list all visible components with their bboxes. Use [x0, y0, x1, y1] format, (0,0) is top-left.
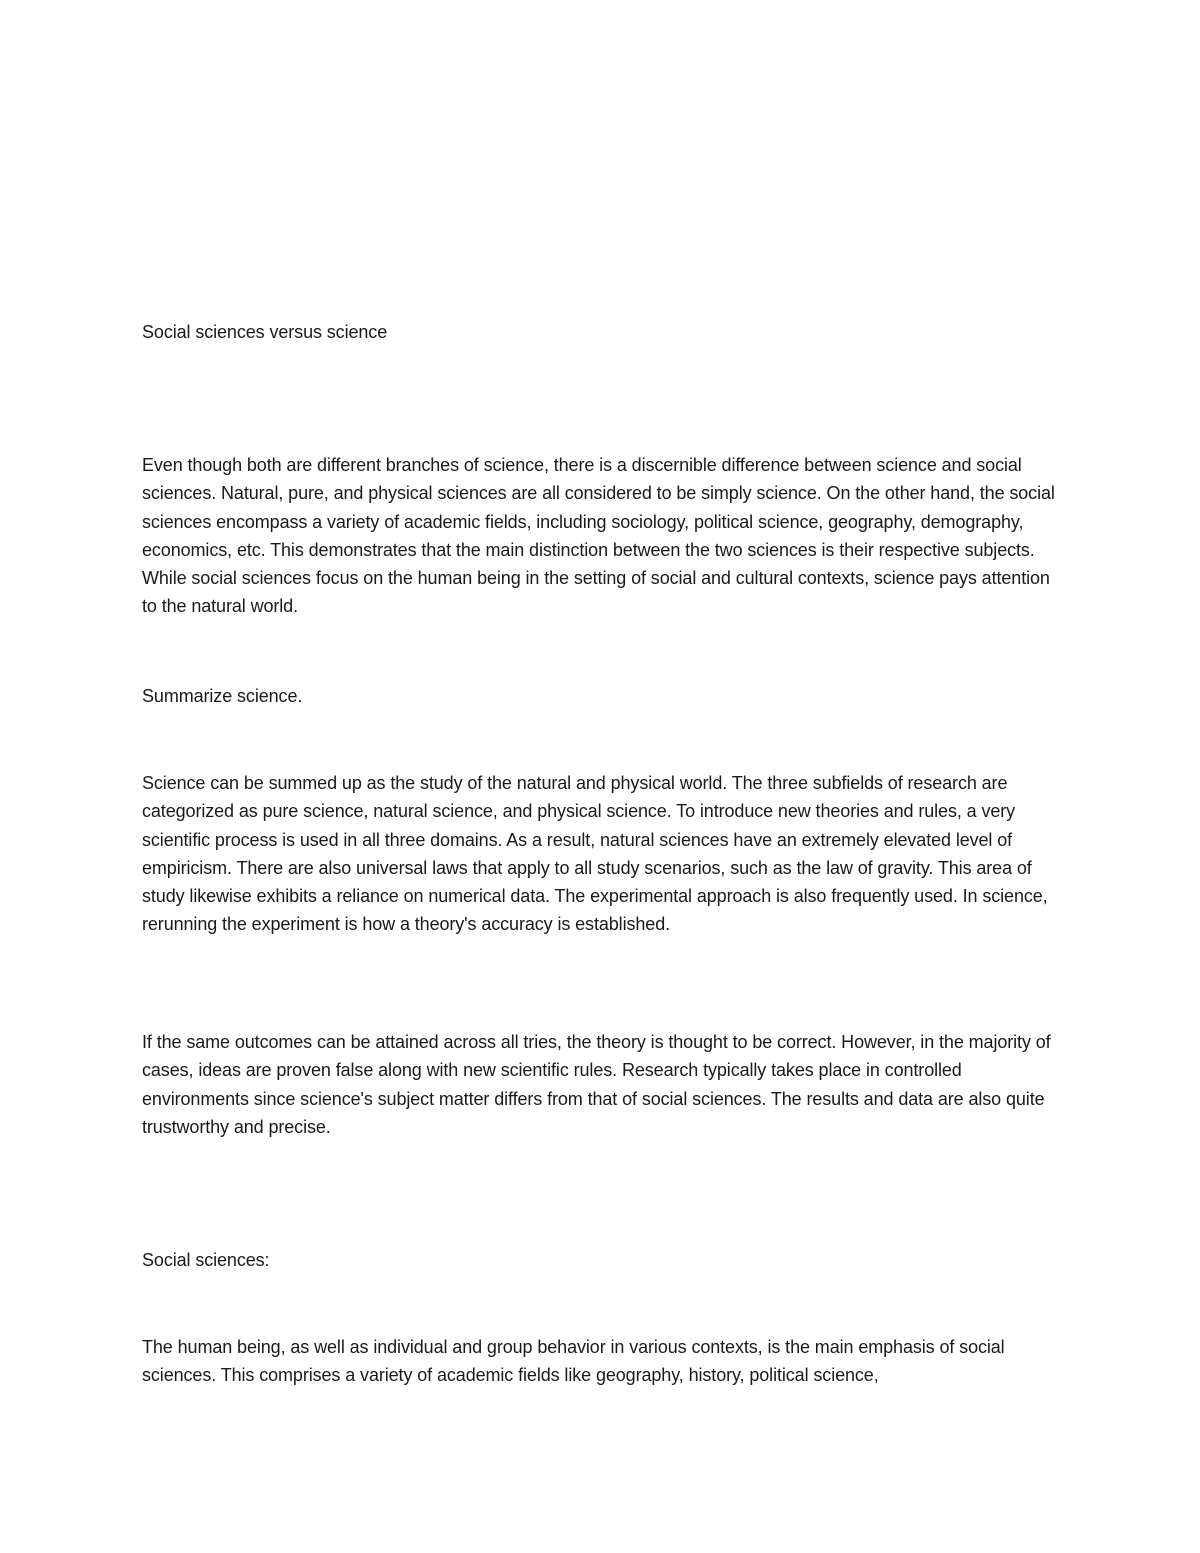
body-paragraph: If the same outcomes can be attained across all tries, the theory is thought to be correct. However, in the majority of cases, ideas are proven false along with new scientific rules. Research typically takes place in controlled environments since science's subject matter differs from that of social sciences. The results and data are also quite trustworthy and precise.	[142, 1032, 1051, 1137]
section-heading-summarize: Summarize science.	[142, 686, 303, 706]
body-paragraph: Even though both are different branches of science, there is a discernible difference between science and social sciences. Natural, pure, and physical sciences are all considered to be simply science. On the other hand, the social sciences encompass a variety of academic fields, including sociology, political science, geography, demography, economics, etc. This demonstrates that the main distinction between the two sciences is their respective subjects. While social sciences focus on the human being in the setting of social and cultural contexts, science pays attention to the natural world.	[142, 455, 1055, 617]
section-heading-social: Social sciences:	[142, 1250, 270, 1270]
document-title: Social sciences versus science	[142, 322, 388, 342]
body-paragraph: Science can be summed up as the study of the natural and physical world. The three subfields of research are categorized as pure science, natural science, and physical science. To introduce new theories and rules, a very scientific process is used in all three domains. As a result, natural sciences have an extremely elevated level of empiricism. There are also universal laws that apply to all study scenarios, such as the law of gravity. This area of study likewise exhibits a reliance on numerical data. The experimental approach is also frequently used. In science, rerunning the experiment is how a theory's accuracy is established.	[142, 773, 1048, 935]
body-paragraph: The human being, as well as individual and group behavior in various contexts, is the main emphasis of social sciences. This comprises a variety of academic fields like geography, history, political science,	[142, 1337, 1005, 1386]
